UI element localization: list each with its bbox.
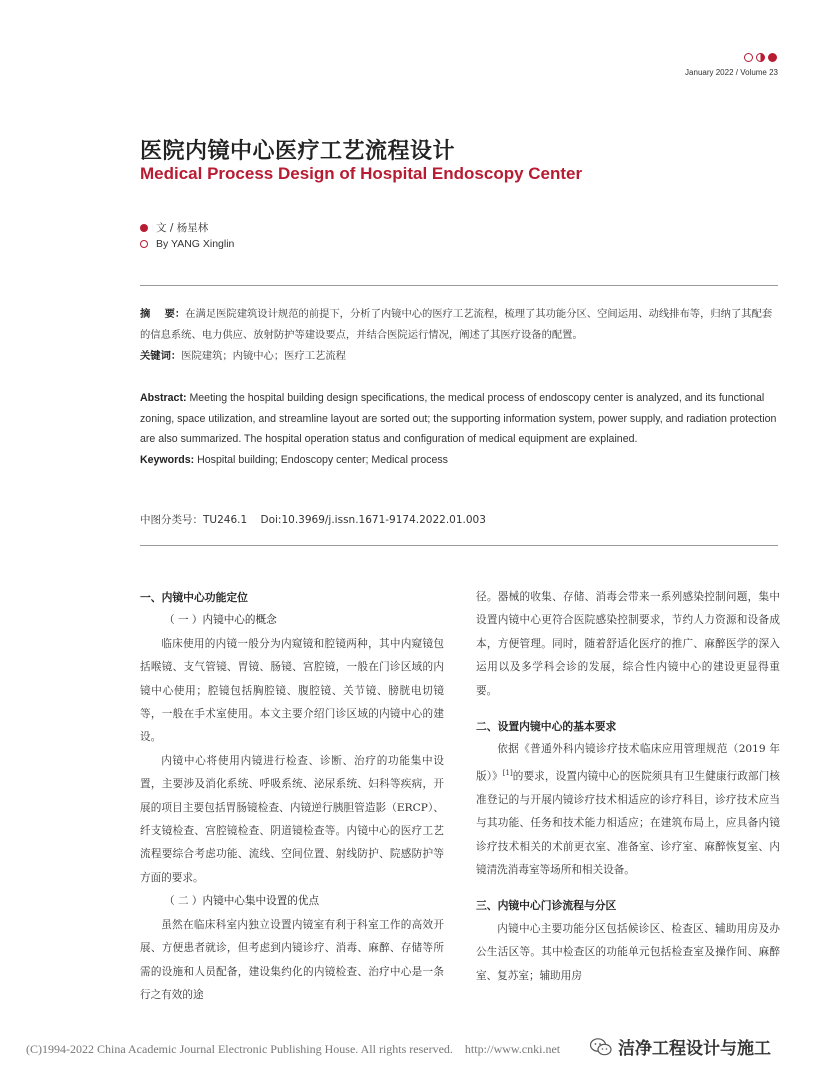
author-en (140, 238, 234, 250)
solid-circle-icon (768, 53, 777, 62)
keywords-cn-label: 关键词： (140, 350, 182, 362)
section-heading-3: 三、内镜中心门诊流程与分区 (476, 899, 617, 913)
journal-date-volume: January 2022 / Volume 23 (685, 68, 778, 77)
paragraph-text: 的要求，设置内镜中心的医院须具有卫生健康行政部门核准登记的与开展内镜诊疗技术相适应的诊疗科目，诊疗技术应当与其功能、任务和技术能力相适应；在建筑布局上，应具备内镜诊疗技术相关的术前更衣室、准备室、诊疗室、麻醉恢复室、内镜清洗消毒室等场所和相关设备。 (476, 770, 780, 876)
section-gap (476, 703, 780, 715)
paragraph-text: 依据《普通外科内镜诊疗技术临床应用管理规范（2019 年版）》 (476, 743, 780, 783)
divider-bottom (140, 545, 778, 546)
author-cn (140, 220, 208, 235)
paragraph: 虽然在临床科室内独立设置内镜室有利于科室工作的高效开展、方便患者就诊，但考虑到内镜诊疗、消毒、麻醉、存储等所需的设施和人员配备，建设集约化的内镜检查、治疗中心是一条行之有效的途 (140, 918, 444, 1001)
abstract-cn (140, 304, 780, 367)
citation-ref[interactable]: [1] (502, 768, 513, 777)
abstract-cn-text: 在满足医院建筑设计规范的前提下，分析了内镜中心的医疗工艺流程，梳理了其功能分区、空间运用、动线排布等，归纳了其配套的信息系统、电力供应、放射防护等建设要点，并结合医院运行情况，阐述了其医疗设备的配置。 (140, 308, 773, 341)
keywords-en-text: Hospital building; Endoscopy center; Medical process (194, 453, 448, 466)
keywords-cn (140, 346, 780, 367)
article-title-cn: 医院内镜中心医疗工艺流程设计 (140, 139, 456, 164)
abstract-en (140, 388, 780, 470)
divider-top (140, 285, 778, 286)
section-gap (476, 882, 780, 894)
article-title-en: Medical Process Design of Hospital Endoscopy Center (140, 164, 583, 183)
author-en-text: By YANG Xinglin (156, 238, 235, 250)
journal-logo-dots (744, 53, 777, 62)
hollow-bullet-icon (140, 240, 148, 248)
paragraph: 临床使用的内镜一般分为内窥镜和腔镜两种，其中内窥镜包括喉镜、支气管镜、胃镜、肠镜、宫腔镜，一般在门诊区域的内镜中心使用；腔镜包括胸腔镜、腹腔镜、关节镜、膀胱电切镜等，一般在手术室使用。本文主要介绍门诊区域的内镜中心的建设。 (140, 637, 444, 744)
half-circle-icon (756, 53, 765, 62)
paragraph: 内镜中心将使用内镜进行检查、诊断、治疗的功能集中设置，主要涉及消化系统、呼吸系统、泌尿系统、妇科等疾病，开展的项目主要包括胃肠镜检查、内镜逆行胰胆管造影（ERCP）、纤支镜检查、宫腔镜检查、阴道镜检查等。内镜中心的医疗工艺流程要综合考虑功能、流线、空间位置、射线防护、院感防护等方面的要求。 (140, 754, 444, 884)
keywords-cn-text: 医院建筑；内镜中心；医疗工艺流程 (181, 350, 346, 362)
paragraph-continued: 径。器械的收集、存储、消毒会带来一系列感染控制问题，集中设置内镜中心更符合医院感染控制要求，节约人力资源和设备成本，方便管理。同时，随着舒适化医疗的推广、麻醉医学的深入运用以及多学科会诊的发展，综合性内镜中心的建设更显得重要。 (476, 591, 780, 697)
abstract-en-text: Meeting the hospital building design specifications, the medical process of endoscopy center is analyzed, and its functional zoning, space utilization, and streamline layout are sorted out; the supporting information system, power supply, and radiation protection are also summarized. The hospital operation status and configuration of medical equipment are explained. (140, 392, 777, 445)
paragraph: 内镜中心主要功能分区包括候诊区、检查区、辅助用房及办公生活区等。其中检查区的功能单元包括检查室及操作间、麻醉室、复苏室；辅助用房 (476, 922, 780, 982)
author-cn-text: 文 / 杨星林 (156, 222, 209, 234)
watermark-text: 洁净工程设计与施工 (618, 1039, 771, 1059)
keywords-en-label: Keywords: (140, 453, 195, 466)
body-column-left (140, 586, 444, 1007)
body-column-right (476, 586, 780, 988)
paragraph (476, 738, 780, 882)
wechat-watermark (590, 1034, 771, 1059)
section-heading-1: 一、内镜中心功能定位 (140, 591, 248, 604)
hollow-circle-icon (744, 53, 753, 62)
classification-doi: 中图分类号：TU246.1 Doi:10.3969/j.issn.1671-9174.2022.01.003 (140, 514, 486, 526)
keywords-en (140, 450, 780, 471)
abstract-en-body (140, 388, 780, 450)
subsection-heading-1-1: （ 一 ）内镜中心的概念 (164, 614, 277, 627)
subsection-heading-1-2: （ 二 ）内镜中心集中设置的优点 (164, 895, 320, 908)
wechat-icon (590, 1038, 612, 1056)
section-heading-2: 二、设置内镜中心的基本要求 (476, 720, 617, 734)
abstract-en-label: Abstract: (140, 392, 187, 404)
abstract-cn-label: 摘 要： (140, 308, 186, 320)
copyright-footer: (C)1994-2022 China Academic Journal Electronic Publishing House. All rights reserved. http://www.cnki.net (26, 1042, 561, 1056)
solid-bullet-icon (140, 224, 148, 232)
abstract-cn-body (140, 304, 780, 346)
